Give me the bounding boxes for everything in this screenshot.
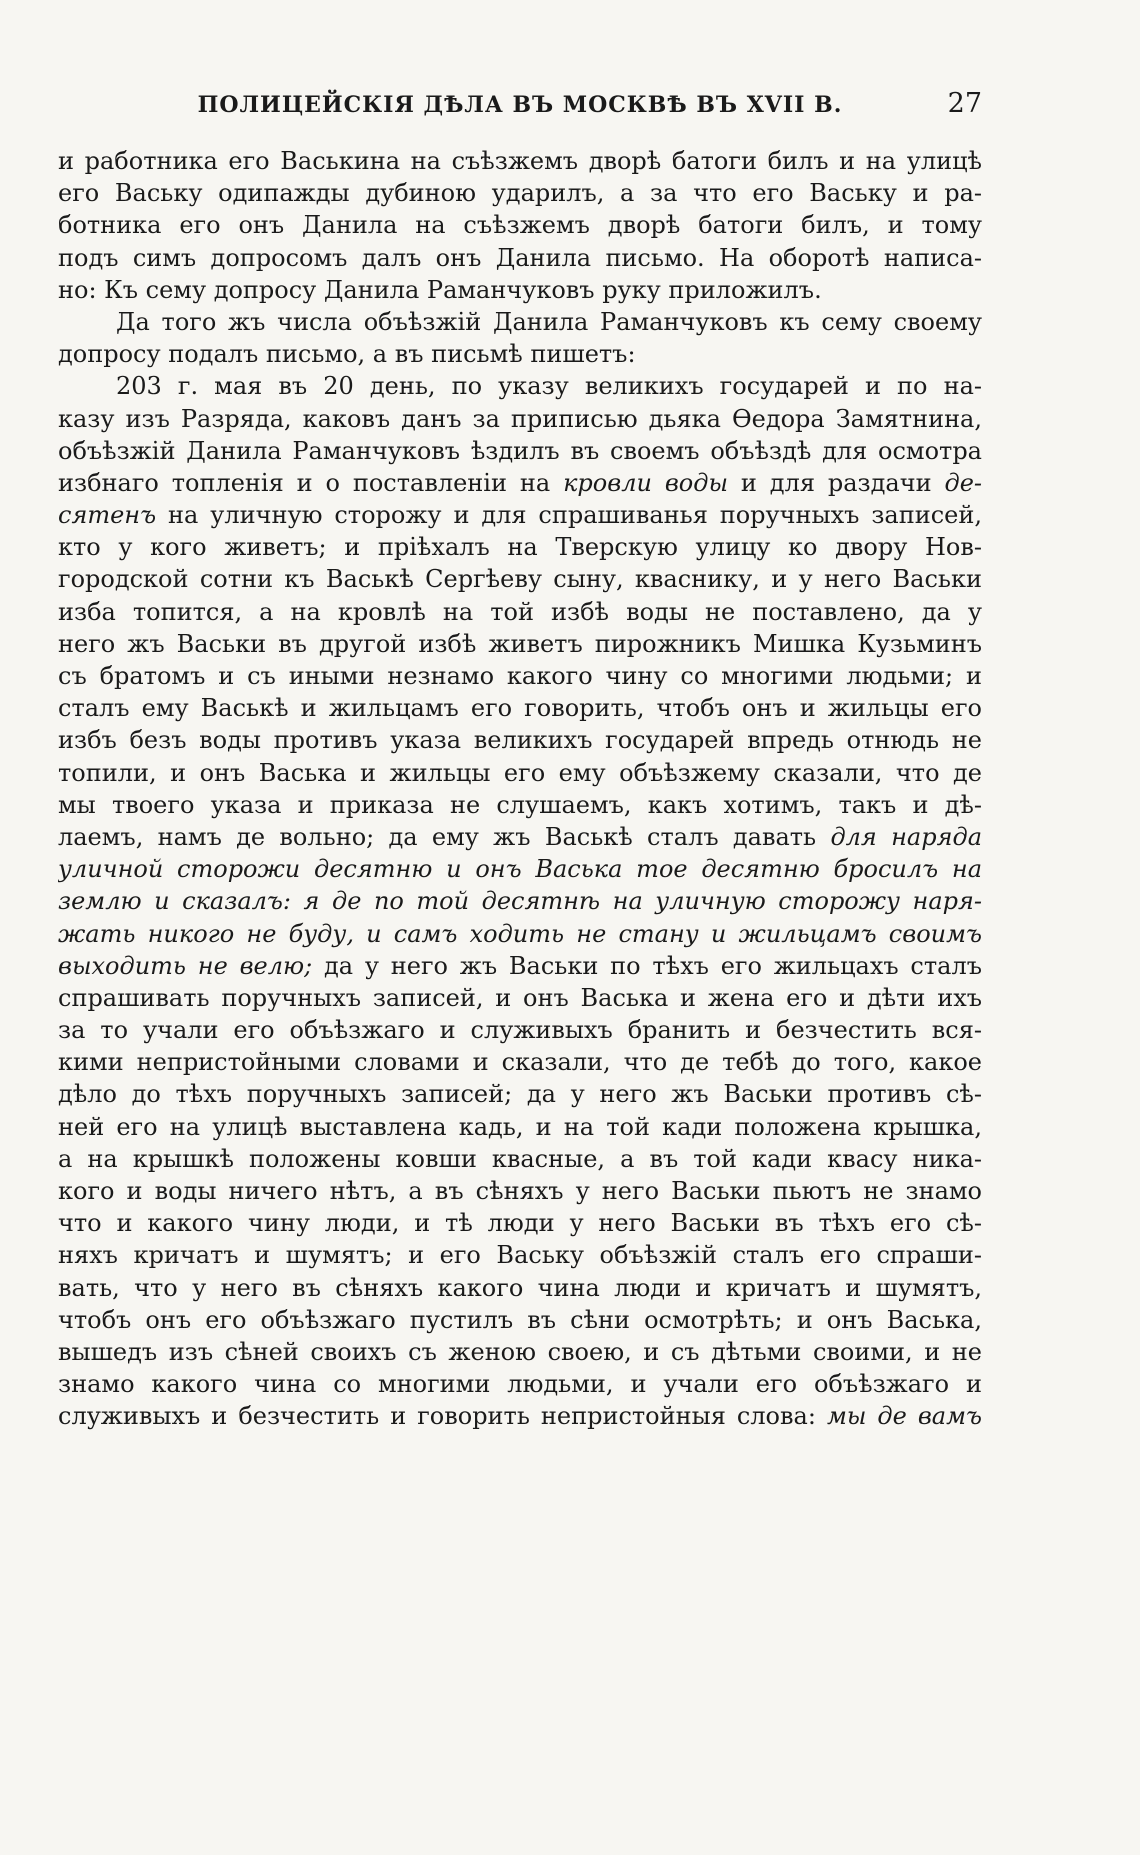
text-line-mixed [58,950,982,982]
text-line: спрашивать поручныхъ записей, и онъ Васька и жена его и дѣти ихъ [58,983,982,1012]
text-run: избнаго топленія и о поставленіи на [58,468,551,497]
text-line: но: Къ сему допросу Данила Раманчуковъ руку приложилъ. [58,275,822,304]
text-line: допросу подалъ письмо, а въ письмѣ пишетъ: [58,340,636,369]
text-line: сталъ ему Васькѣ и жильцамъ его говорить, чтобъ онъ и жильцы его [58,694,982,723]
text-line: кими непристойными словами и сказали, что де тебѣ до того, какое [58,1048,982,1077]
text-line: ней его на улицѣ выставлена кадь, и на той кади положена крышка, [58,1112,982,1141]
text-line: съ братомъ и съ иными незнамо какого чину со многими людьми; и [58,662,982,690]
italic-line: уличной сторожи десятню и онъ Васька тое десятню бросилъ на [58,855,982,884]
text-line: кто у кого живетъ; и пріѣхалъ на Тверскую улицу ко двору Нов- [58,533,982,562]
text-line: его Ваську одипажды дубиною ударилъ, а за что его Ваську и ра- [58,179,982,208]
text-line: и работника его Васькина на съѣзжемъ дворѣ батоги билъ и на улицѣ [58,147,982,175]
text-line: ботника его онъ Данила на съѣзжемъ дворѣ батоги билъ, и тому [58,211,982,240]
text-line: 203 г. мая въ 20 день, по указу великихъ государей и по на- [116,372,982,401]
body-text [58,145,982,1433]
text-run: на уличную сторожу и для спрашиванья поручныхъ записей, [168,501,982,530]
text-line: знамо какого чина со многими людьми, и учали его объѣзжаго и [58,1370,982,1399]
italic-run: выходить не велю; [58,951,313,980]
text-run: служивыхъ и безчестить и говорить непристойныя слова: [58,1402,816,1431]
text-line: дѣло до тѣхъ поручныхъ записей; да у него жъ Васьки противъ сѣ- [58,1080,982,1109]
text-line: городской сотни къ Васькѣ Сергѣеву сыну, кваснику, и у него Васьки [58,565,982,594]
italic-run: кровли воды [563,468,728,497]
text-line-mixed [58,499,982,531]
italic-run: сятенъ [58,501,157,530]
text-line: него жъ Васьки въ другой избѣ живетъ пирожникъ Мишка Кузьминъ [58,629,982,658]
text-line-mixed [58,821,982,853]
text-line: топили, и онъ Васька и жильцы его ему объѣзжему сказали, что де [58,758,982,787]
text-line: няхъ кричатъ и шумятъ; и его Ваську объѣзжій сталъ его спраши- [58,1241,982,1270]
text-line: за то учали его объѣзжаго и служивыхъ бранить и безчестить вся- [58,1016,982,1045]
text-line: изба топится, а на кровлѣ на той избѣ воды не поставлено, да у [58,597,982,626]
text-run: лаемъ, намъ де вольно; да ему жъ Васькѣ сталъ давать [58,822,817,851]
text-line: избъ безъ воды противъ указа великихъ государей впредь отнюдь не [58,726,982,755]
running-head [58,88,982,126]
italic-line: жать никого не буду, и самъ ходить не стану и жильцамъ своимъ [58,919,982,948]
text-line-mixed [58,467,982,499]
italic-run: де- [944,468,982,497]
text-line: а на крышкѣ положены ковши квасные, а въ той кади квасу ника- [58,1144,982,1173]
text-line: вать, что у него въ сѣняхъ какого чина люди и кричатъ и шумятъ, [58,1273,982,1302]
italic-run: мы де вамъ [826,1402,982,1431]
text-line-mixed [58,1400,982,1432]
text-line: подъ симъ допросомъ далъ онъ Данила письмо. На оборотѣ написа- [58,243,982,272]
text-line: казу изъ Разряда, каковъ данъ за приписью дьяка Ѳедора Замятнина, [58,404,982,433]
text-line: вышедъ изъ сѣней своихъ съ женою своею, и съ дѣтьми своими, и не [58,1337,982,1366]
text-run: и для раздачи [740,468,932,497]
text-run: да у него жъ Васьки по тѣхъ его жильцахъ сталъ [324,951,982,980]
text-line: чтобъ онъ его объѣзжаго пустилъ въ сѣни осмотрѣть; и онъ Васька, [58,1305,982,1334]
text-line: объѣзжій Данила Раманчуковъ ѣздилъ въ своемъ объѣздѣ для осмотра [58,436,982,465]
text-line: что и какого чину люди, и тѣ люди у него Васьки въ тѣхъ его сѣ- [58,1209,982,1238]
text-line: Да того жъ числа объѣзжій Данила Раманчуковъ къ сему своему [116,307,982,336]
text-line: мы твоего указа и приказа не слушаемъ, какъ хотимъ, такъ и дѣ- [58,790,982,819]
text-line: кого и воды ничего нѣтъ, а въ сѣняхъ у него Васьки пьютъ не знамо [58,1177,982,1205]
italic-run: для наряда [830,822,982,851]
italic-line: землю и сказалъ: я де по той десятнѣ на уличную сторожу наря- [58,887,982,916]
page-number: 27 [947,88,982,119]
running-title: ПОЛИЦЕЙСКІЯ ДѢЛА ВЪ МОСКВѢ ВЪ XVII В. [197,92,843,118]
